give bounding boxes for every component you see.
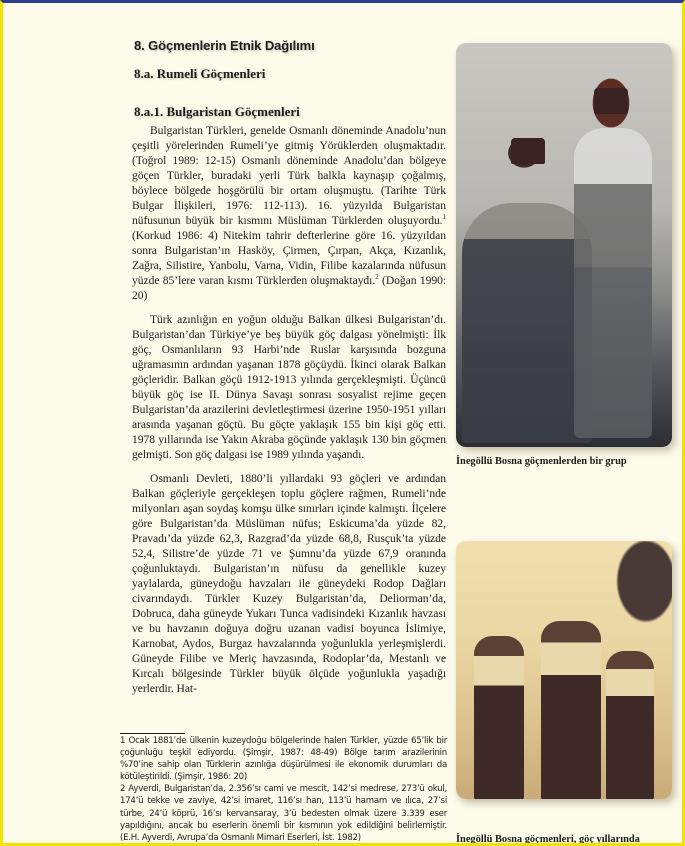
main-text-column bbox=[134, 38, 446, 705]
woman-left-figure bbox=[474, 636, 524, 799]
paragraph-2-text: Türk azınlığın en yoğun olduğu Balkan ülkesi Bulgaristan’dı. Bulgaristan’dan Türkiye’ye beş büyük göç dalgası yönelmişti: İlk göç, Osmanlıların 93 Harbi’nde Ruslar karşısında bozguna uğramasının ardından yaşanan 1878 göçüydü. İkinci olarak Balkan göçleridir. Balkan göçü 1912-1913 yılında gerçekleşmişti. Üçüncü büyük göç ise II. Dünya Savaşı sonrası sosyalist rejime geçen Bulgaristan’da arazilerini devletleştirmesi üzerine 1950-1951 yılları arasında yaşanan göçtü. Bu göçte yaklaşık 155 bin kişi göç etti. 1978 yıllarında ise Yakın Akraba göçünde yaklaşık 130 bin göçmen gelmişti. Son göç dalgası ise 1989 yılında yaşandı. bbox=[132, 313, 446, 461]
fez-icon bbox=[511, 138, 545, 164]
paragraph-2 bbox=[132, 312, 446, 462]
paragraph-1-text-a: Bulgaristan Türkleri, genelde Osmanlı döneminde Anadolu’nun çeşitli yörelerinden Rumeli’ye gitmiş Yörüklerden oluşmaktadır. (Toğrol 1989: 12-15) Osmanlı döneminde Anadolu’dan bölgeye göçen Türkler, buradaki yerli Türk halkla kaynaşıp çoğalmış, böylece bölgede hoşgörülü bir ortam oluşmuştu. (Tarihte Türk Bulgar İlişkileri, 1976: 112-113). 16. yüzyılda Bulgaristan nüfusunun büyük bir kısmını Müslüman Türklerden oluşuyordu. bbox=[132, 124, 446, 227]
subsection-heading: 8.a.1. Bulgaristan Göçmenleri bbox=[134, 104, 300, 119]
footnotes bbox=[120, 735, 447, 844]
man-center-figure bbox=[541, 621, 601, 799]
footnote-ref-1[interactable]: 1 bbox=[442, 213, 446, 222]
paragraph-3-text: Osmanlı Devleti, 1880’li yıllardaki 93 göçleri ve ardından Balkan göçleriyle gerçekleşen toplu göçlere rağmen, Rumeli’nde milyonları aşan soydaş komşu ülke sınırları içinde kalmıştı. İlçelere göre Bulgaristan’da Müslüman nüfus; Eskicuma’da yüzde 82, Pravadı’da yüzde 62,3, Razgrad’da yüzde 68,8, Rusçuk’ta yüzde 52,4, Silistre’de yüzde 71 ve Şumnu’da yüzde 67,9 oranında çoğunluktaydı. Bulgaristan’ın nüfusu da genellikle kuzey yaylalarda, güneydoğu havzaları ile güneydeki Rodop Dağları civarındaydı. Türkler Kuzey Bulgaristan’da, Deliorman’da, Dobruca, daha güneyde Yukarı Tunca vadisindeki Kızanlık havzası ve bu havzanın doğuya doğru uzanan vadisi boyunca İslimiye, Karnobat, Aydos, Burgaz havzalarında yoğunlukla yerleşmişlerdi. Güneyde Filibe ve Meriç havzasında, Rodoplar’da, Mestanlı ve Kırcalı bölgesinde Türkler büyük ölçüde yoğunlukla yaşadığı yerlerdir. Hat- bbox=[132, 472, 446, 695]
paragraph-3 bbox=[132, 471, 446, 696]
figure-2-photo bbox=[456, 541, 672, 799]
figure-1-caption: İnegöllü Bosna göçmenlerden bir grup bbox=[456, 456, 627, 467]
section-heading: 8.a. Rumeli Göçmenleri bbox=[134, 66, 266, 81]
figure-2-caption: İnegöllü Bosna göçmenleri, göç yıllarında bbox=[456, 834, 640, 845]
paragraph-1-text-c: (Doğan 1990: 20) bbox=[132, 274, 446, 302]
footnote-1: 1 Ocak 1881’de ülkenin kuzeydoğu bölgelerinde halen Türkler, yüzde 65’lik bir çoğunluğu teşkil ediyordu. (Şimşir, 1987: 48-49) Bölge tarım arazilerinin %70’ine sahip olan Türklerin azınlığa düşürülmesi ile ekonomik durumları da kötüleştirildi. (Şimşir, 1986: 20) bbox=[120, 736, 447, 783]
footnote-2: 2 Ayverdi, Bulgaristan’da, 2.356’sı cami ve mescit, 142’si medrese, 273’ü okul, 174’ü tekke ve zaviye, 42’si imaret, 116’sı han, 113’ü hamam ve ılıca, 27’si türbe, 24’ü köprü, 16’sı kervansaray, 3’ü bedesten olmak üzere 3.339 eser yapıldığını, ancak bu eserlerin önemli bir kısmının yok edildiğini belirlemiştir. (E.H. Ayverdi, Avrupa’da Osmanlı Mimari Eserleri, İst. 1982) bbox=[120, 784, 447, 843]
figure-1-photo bbox=[456, 43, 672, 447]
paragraph-1-text-b: (Korkud 1986: 4) Nitekim tahrir defterlerine göre 16. yüzyıldan sonra Bulgaristan’ın Hasköy, Çirmen, Çırpan, Akça, Kızanlık, Zağra, Silistire, Yanbolu, Varna, Vidin, Filibe kazalarında nüfusun yüzde 85’lere varan kısmı Türklerden oluşmaktaydı. bbox=[132, 229, 446, 287]
paragraph-1 bbox=[132, 123, 446, 303]
fez-icon bbox=[594, 88, 628, 114]
chapter-heading: 8. Göçmenlerin Etnik Dağılımı bbox=[134, 38, 315, 53]
standing-man-figure bbox=[574, 128, 652, 438]
footnote-ref-2[interactable]: 2 bbox=[375, 273, 379, 282]
seated-man-figure bbox=[462, 203, 592, 443]
footnote-divider bbox=[120, 733, 185, 734]
woman-right-figure bbox=[606, 651, 654, 799]
